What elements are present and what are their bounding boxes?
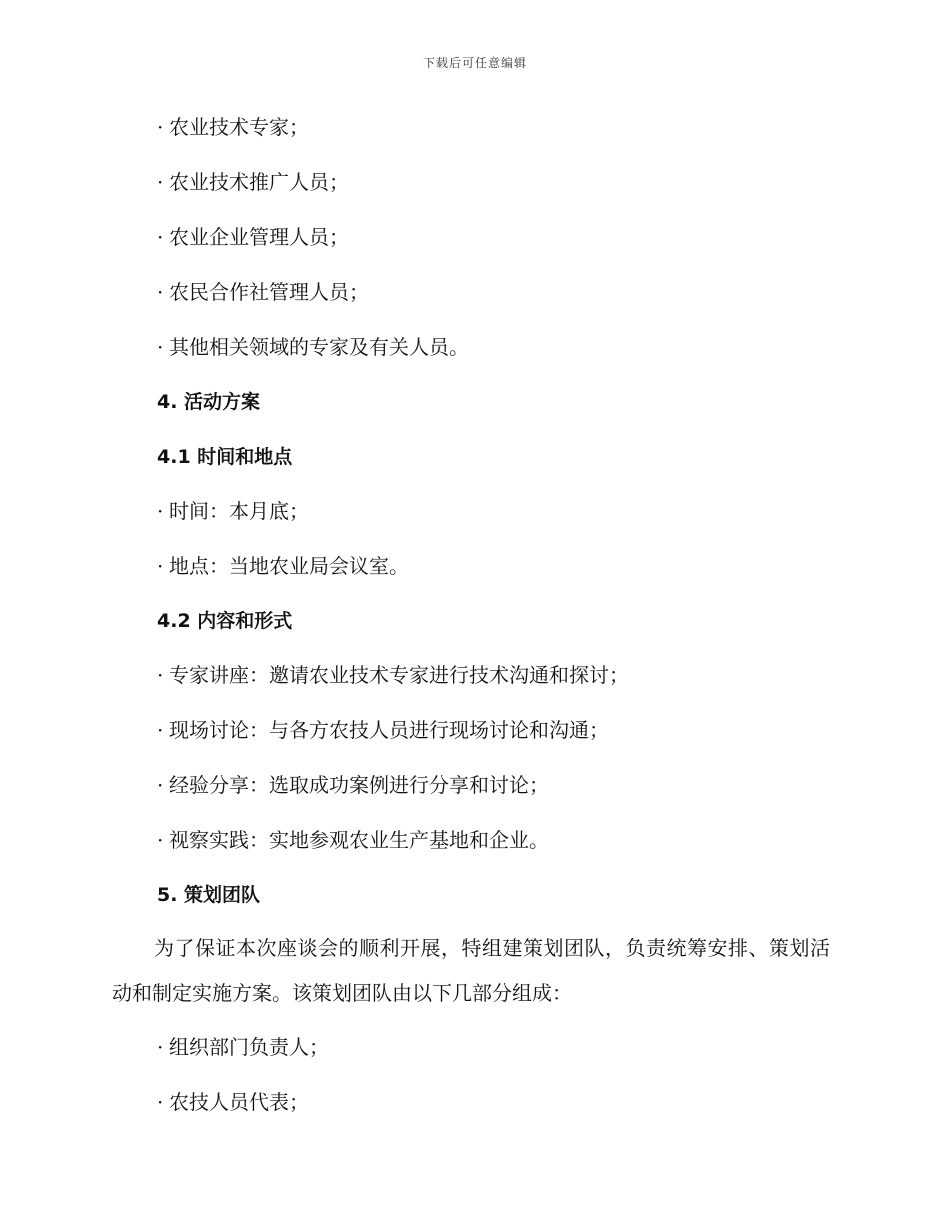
list-item: · 农业企业管理人员； — [157, 225, 349, 249]
list-item: · 时间：本月底； — [157, 499, 309, 523]
list-item: · 视察实践：实地参观农业生产基地和企业。 — [157, 828, 549, 852]
body-paragraph: 为了保证本次座谈会的顺利开展，特组建策划团队，负责统筹安排、策划活动和制定实施方案。该策划团队由以下几部分组成： — [112, 936, 830, 1005]
section-heading: 4. 活动方案 — [157, 391, 261, 413]
list-item: · 现场讨论：与各方农技人员进行现场讨论和沟通； — [157, 718, 609, 742]
list-item: · 组织部门负责人； — [157, 1035, 329, 1059]
list-item: · 其他相关领域的专家及有关人员。 — [157, 335, 469, 359]
header-note: 下载后可任意编辑 — [422, 56, 527, 70]
bullet: · — [157, 499, 164, 523]
list-item: · 农技人员代表； — [157, 1090, 309, 1114]
bullet: · — [157, 773, 164, 797]
subsection-heading: 4.1 时间和地点 — [157, 446, 293, 468]
list-item: · 地点：当地农业局会议室。 — [157, 554, 409, 578]
bullet: · — [157, 225, 164, 249]
list-item: · 农民合作社管理人员； — [157, 280, 369, 304]
list-item: · 专家讲座：邀请农业技术专家进行技术沟通和探讨； — [157, 663, 629, 687]
section-heading: 5. 策划团队 — [157, 884, 261, 906]
list-item: · 农业技术专家； — [157, 115, 309, 139]
bullet: · — [157, 170, 164, 194]
bullet: · — [157, 335, 164, 359]
list-item: · 农业技术推广人员； — [157, 170, 349, 194]
bullet: · — [157, 828, 164, 852]
bullet: · — [157, 554, 164, 578]
bullet: · — [157, 663, 164, 687]
bullet: · — [157, 1035, 164, 1059]
subsection-heading: 4.2 内容和形式 — [157, 610, 293, 632]
bullet: · — [157, 1090, 164, 1114]
bullet: · — [157, 280, 164, 304]
bullet: · — [157, 115, 164, 139]
bullet: · — [157, 718, 164, 742]
list-item: · 经验分享：选取成功案例进行分享和讨论； — [157, 773, 549, 797]
